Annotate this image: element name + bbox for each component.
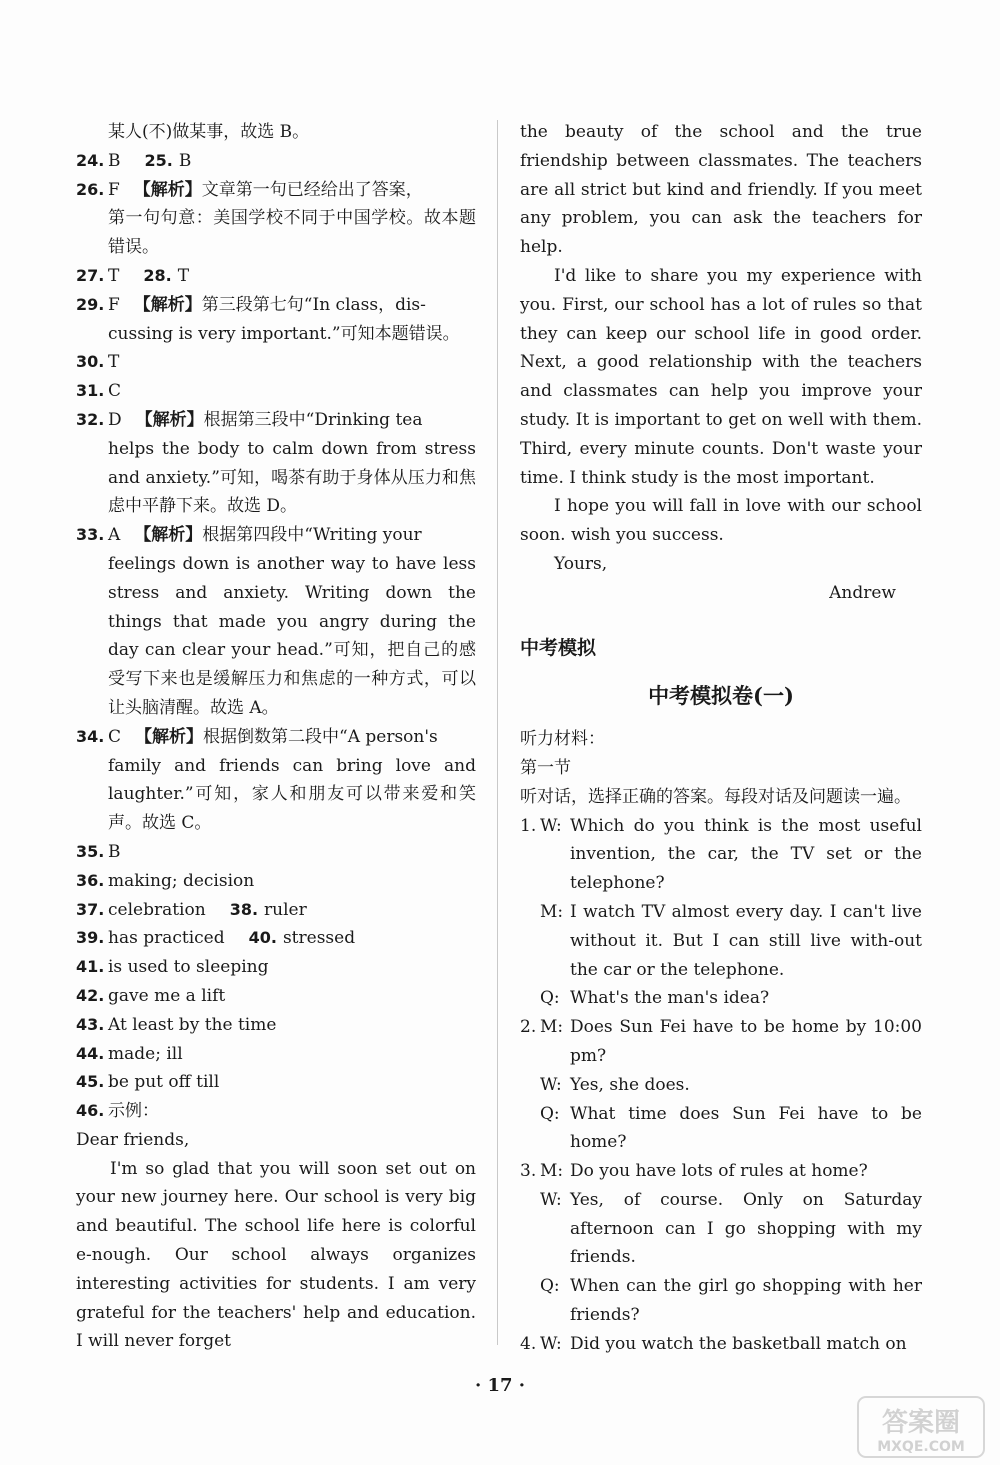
answer-list <box>76 147 476 1126</box>
answer-text <box>108 924 476 953</box>
answer-value: F <box>108 294 120 315</box>
answer-text <box>108 348 476 377</box>
speaker-label: W: <box>540 1074 562 1095</box>
answer-value: be put off till <box>108 1072 220 1093</box>
answer-item <box>76 377 476 406</box>
answer-text <box>108 147 476 176</box>
dialog-text: Do you have lots of rules at home? <box>570 1161 868 1182</box>
answer-value: B <box>178 150 192 171</box>
answer-item <box>76 867 476 896</box>
answer-text <box>108 838 476 867</box>
answer-number: 43. <box>76 1014 105 1034</box>
answer-item <box>76 1040 476 1069</box>
answer-text <box>108 723 476 752</box>
exam-title: 中考模拟卷(一) <box>648 683 794 709</box>
analysis-tag: 【解析】 <box>135 726 204 747</box>
answer-number: 46. <box>76 1101 105 1121</box>
answer-number: 33. <box>76 525 105 545</box>
analysis-text: 第三段第七句“In class，dis- <box>201 294 426 315</box>
answer-item <box>76 406 476 435</box>
dialog-line <box>520 984 922 1013</box>
answer-item <box>76 176 476 205</box>
answer-number: 24. <box>76 150 105 170</box>
answer-text <box>108 291 476 320</box>
analysis-continuation: helps the body to calm down from stress and anxiety.”可知，喝茶有助于身体从压力和焦虑中平静下来。故选 D。 <box>108 438 476 517</box>
part-label: 第一节 <box>520 757 571 778</box>
answer-text <box>108 867 476 896</box>
answer-text <box>108 521 476 550</box>
answer-item <box>76 521 476 550</box>
column-divider <box>497 120 498 1345</box>
answer-text <box>108 1040 476 1069</box>
answer-item <box>76 982 476 1011</box>
watermark-logo <box>856 1395 986 1459</box>
letter-greeting: Dear friends, <box>76 1129 190 1150</box>
answer-value: is used to sleeping <box>108 957 269 978</box>
answer-value: 示例： <box>108 1101 159 1122</box>
dialog-list <box>520 812 922 1359</box>
answer-number: 28. <box>143 265 172 285</box>
answer-value: C <box>108 381 122 402</box>
dialog-text: Does Sun Fei have to be home by 10:00 pm? <box>570 1017 922 1066</box>
instruction: 听对话，选择正确的答案。每段对话及问题读一遍。 <box>520 786 911 807</box>
letter-closing: Yours, <box>554 553 608 574</box>
answer-item <box>76 838 476 867</box>
answer-text <box>108 982 476 1011</box>
answer-text <box>108 896 476 925</box>
answer-number: 40. <box>248 928 277 948</box>
answer-value: gave me a lift <box>108 985 226 1006</box>
answer-item <box>76 723 476 752</box>
analysis-text: 根据倒数第二段中“A person's <box>203 726 438 747</box>
answer-value: stressed <box>282 928 356 949</box>
question-number: 1. <box>520 815 537 836</box>
answer-text <box>108 406 476 435</box>
right-column <box>520 118 922 1359</box>
speaker-label: M: <box>540 1161 564 1182</box>
answer-number: 29. <box>76 294 105 314</box>
answer-value: made; ill <box>108 1043 183 1064</box>
section-heading: 中考模拟 <box>520 636 597 659</box>
answer-item <box>76 291 476 320</box>
answer-value: T <box>108 265 120 286</box>
answer-number: 42. <box>76 985 105 1005</box>
answer-value: B <box>108 150 121 171</box>
dialog-line <box>520 1071 922 1100</box>
speaker-label: M: <box>540 901 564 922</box>
answer-number: 26. <box>76 179 105 199</box>
answer-number: 41. <box>76 957 105 977</box>
dialog-line <box>520 1157 922 1186</box>
left-column <box>76 118 476 1356</box>
answer-value: making; decision <box>108 870 255 891</box>
watermark-text: 答案圈 <box>881 1408 961 1438</box>
answer-number: 39. <box>76 928 105 948</box>
answer-number: 31. <box>76 381 105 401</box>
analysis-tag: 【解析】 <box>134 525 203 546</box>
letter-paragraph: I'd like to share you my experience with you. First, our school has a lot of rules so that they can keep our school life in good order. Next, a good relationship with the teachers and classmates can help you improve your study. It is important to get on well with them. Third, every minute counts. Don't waste your time. I think study is the most important. <box>520 265 922 488</box>
answer-item <box>76 147 476 176</box>
analysis-text: 根据第四段中“Writing your <box>202 525 422 546</box>
answer-item <box>76 924 476 953</box>
answer-number: 36. <box>76 870 105 890</box>
answer-item <box>76 262 476 291</box>
analysis-tag: 【解析】 <box>133 179 202 200</box>
answer-value: A <box>108 525 121 546</box>
question-number: 3. <box>520 1161 537 1182</box>
answer-value: has practiced <box>108 928 225 949</box>
answer-value: F <box>108 179 120 200</box>
answer-number: 44. <box>76 1043 105 1063</box>
dialog-text: Did you watch the basketball match on <box>570 1333 907 1354</box>
dialog-text: Which do you think is the most useful invention, the car, the TV set or the telephone? <box>570 815 922 894</box>
dialog-text: When can the girl go shopping with her friends? <box>570 1276 922 1326</box>
answer-item <box>76 1068 476 1097</box>
answer-value: T <box>177 265 190 286</box>
answer-number: 34. <box>76 726 105 746</box>
answer-number: 30. <box>76 352 105 372</box>
dialog-line <box>520 1013 922 1071</box>
answer-text <box>108 1011 476 1040</box>
answer-text <box>108 176 476 205</box>
dialog-line <box>520 1272 922 1330</box>
question-number: 4. <box>520 1333 537 1354</box>
dialog-text: What time does Sun Fei have to be home? <box>570 1103 922 1153</box>
question-number: 2. <box>520 1017 537 1038</box>
analysis-continuation: 第一句句意：美国学校不同于中国学校。故本题错误。 <box>108 208 476 258</box>
dialog-text: What's the man's idea? <box>570 988 770 1009</box>
answer-text <box>108 953 476 982</box>
page-number: · 17 · <box>474 1375 526 1396</box>
answer-item <box>76 1011 476 1040</box>
answer-value: At least by the time <box>108 1014 277 1035</box>
analysis-continuation: cussing is very important.”可知本题错误。 <box>108 323 460 344</box>
dialog-line <box>520 1100 922 1158</box>
answer-text <box>108 1068 476 1097</box>
dialog-line <box>520 898 922 984</box>
watermark-url: MXQE.COM <box>877 1439 965 1455</box>
answer-value: D <box>108 409 122 430</box>
answer-number: 25. <box>144 150 173 170</box>
answer-value: ruler <box>264 899 307 920</box>
letter-paragraph-continued: the beauty of the school and the true friendship between classmates. The teachers are all strict but kind and friendly. If you meet any problem, you can ask the teachers for help. <box>520 122 922 258</box>
analysis-text: 文章第一句已经给出了答案， <box>201 179 423 200</box>
analysis-continuation: family and friends can bring love and laughter.”可知，家人和朋友可以带来爱和笑声。故选 C。 <box>108 755 476 834</box>
answer-number: 35. <box>76 841 105 861</box>
speaker-label: M: <box>540 1017 564 1038</box>
speaker-label: W: <box>540 815 562 836</box>
answer-text <box>108 1097 476 1126</box>
answer-item <box>76 896 476 925</box>
answer-number: 45. <box>76 1072 105 1092</box>
answer-text <box>108 262 476 291</box>
answer-number: 27. <box>76 265 105 285</box>
answer-item <box>76 1097 476 1126</box>
answer-item <box>76 953 476 982</box>
dialog-text: Yes, of course. Only on Saturday afternoon can I go shopping with my friends. <box>570 1189 922 1268</box>
speaker-label: Q: <box>540 988 560 1009</box>
letter-paragraph: I hope you will fall in love with our school soon. wish you success. <box>520 496 922 546</box>
answer-value: T <box>108 352 120 373</box>
analysis-text: 根据第三段中“Drinking tea <box>203 409 423 430</box>
analysis-tag: 【解析】 <box>135 409 204 430</box>
answer-number: 32. <box>76 409 105 429</box>
answer-text <box>108 377 476 406</box>
answer-number: 38. <box>229 899 259 919</box>
letter-paragraph: I'm so glad that you will soon set out on your new journey here. Our school is very big and beautiful. The school life here is colorful e-nough. Our school always organizes interesting activities for students. I am very grateful for the teachers' help and education. I will never forget <box>76 1158 476 1352</box>
listening-material-label: 听力材料： <box>520 729 605 750</box>
answer-number: 37. <box>76 899 105 919</box>
answer-value: C <box>108 726 122 747</box>
dialog-line <box>520 1330 922 1359</box>
speaker-label: Q: <box>540 1276 560 1297</box>
analysis-tag: 【解析】 <box>133 294 202 315</box>
letter-signature: Andrew <box>829 582 896 603</box>
dialog-text: Yes, she does. <box>570 1074 690 1095</box>
speaker-label: W: <box>540 1189 562 1210</box>
speaker-label: Q: <box>540 1103 560 1124</box>
dialog-line <box>520 1186 922 1272</box>
answer-continuation: 某人(不)做某事，故选 B。 <box>108 122 310 142</box>
analysis-continuation: feelings down is another way to have less stress and anxiety. Writing down the things that made you angry during the day can clear your head.”可知，把自己的感受写下来也是缓解压力和焦虑的一种方式，可以让头脑清醒。故选 A。 <box>108 553 476 718</box>
answer-value: B <box>108 841 121 862</box>
answer-item <box>76 348 476 377</box>
answer-value: celebration <box>108 899 206 920</box>
dialog-line <box>520 812 922 898</box>
dialog-text: I watch TV almost every day. I can't live without it. But I can still live with-out the car or the telephone. <box>570 901 922 980</box>
speaker-label: W: <box>540 1333 562 1354</box>
